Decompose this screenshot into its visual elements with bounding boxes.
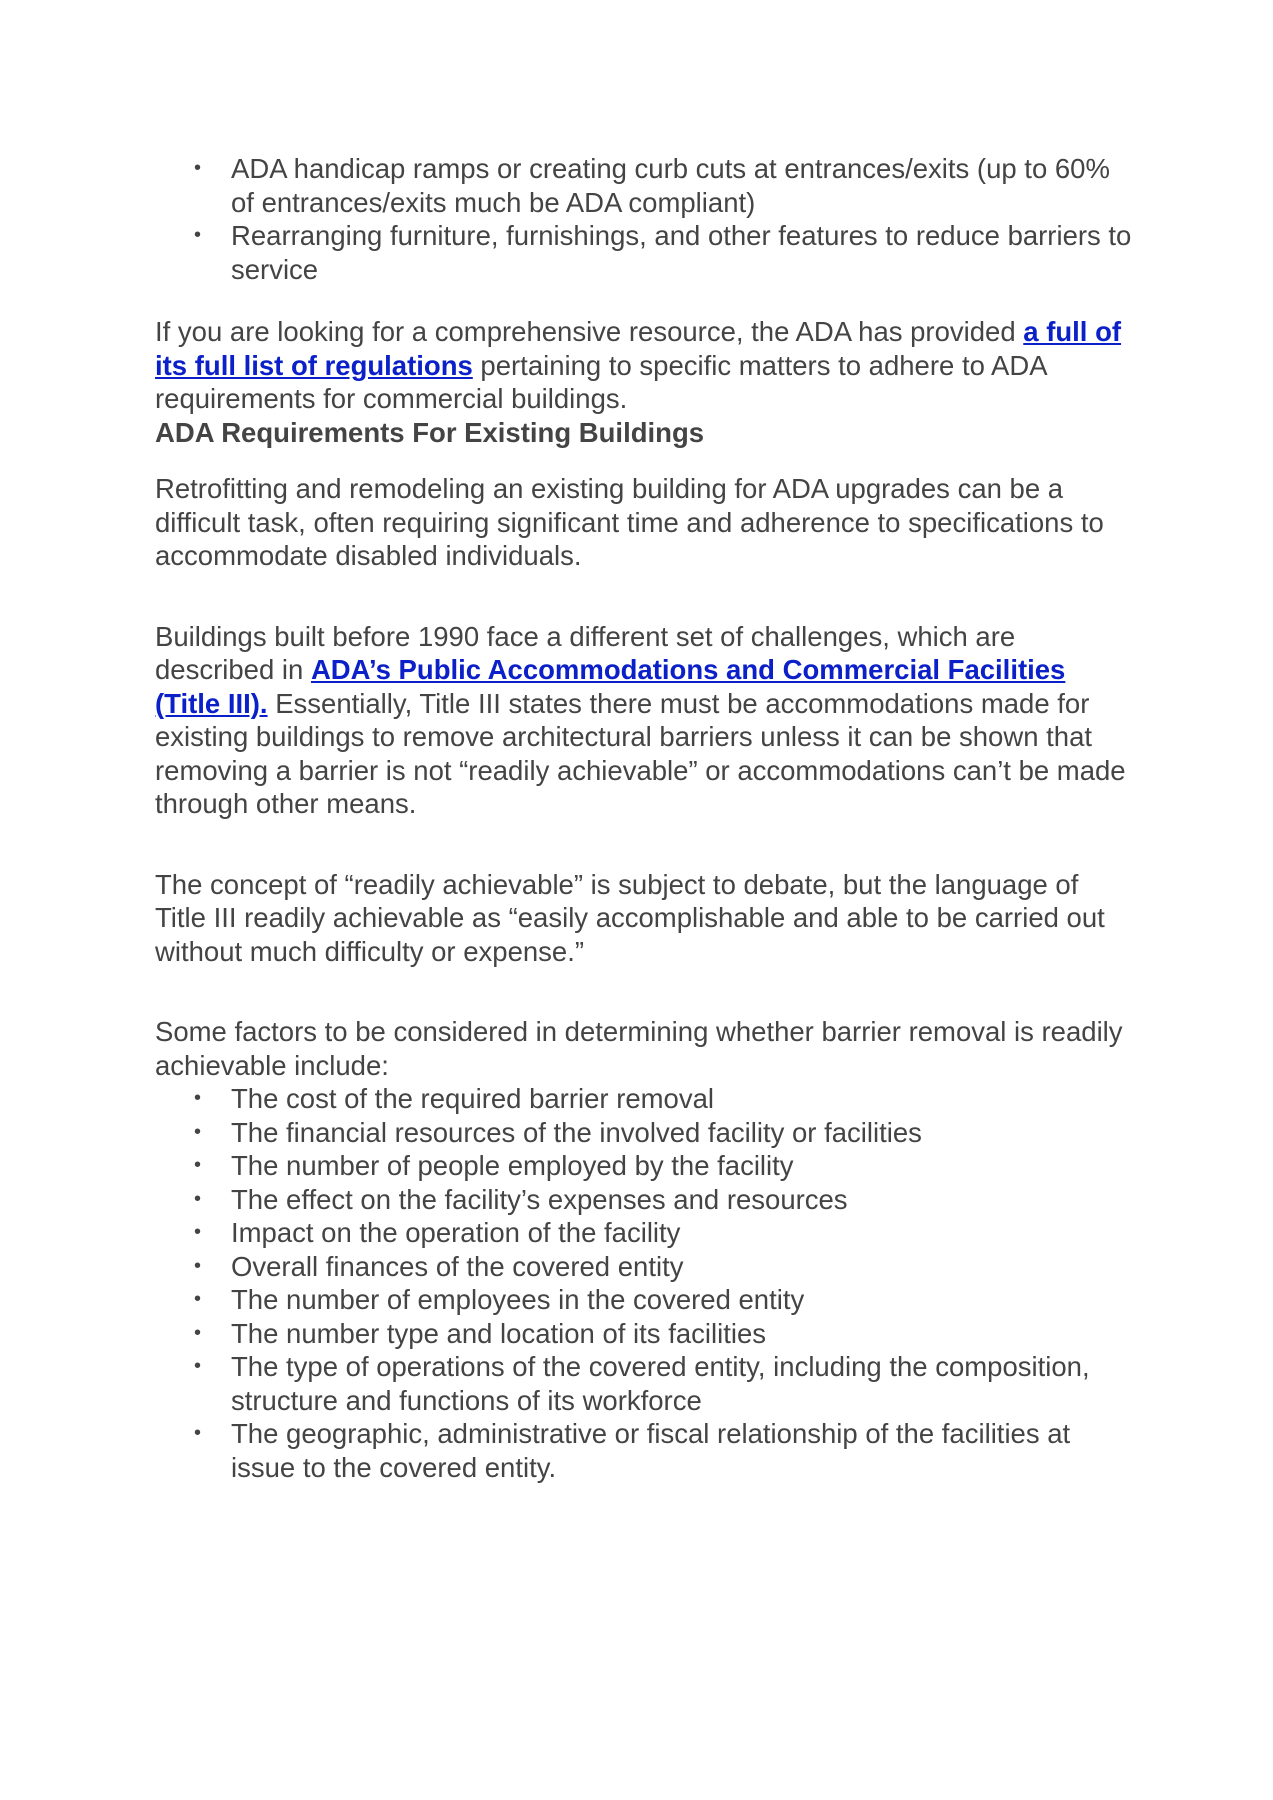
list-item: • The number type and location of its facilities <box>231 1317 1135 1351</box>
list-item: • Overall finances of the covered entity <box>231 1250 1135 1284</box>
list-item: • The number of employees in the covered entity <box>231 1283 1135 1317</box>
regulations-link[interactable]: a full of its full list of regulations <box>155 316 1122 381</box>
list-item: • The number of people employed by the facility <box>231 1149 1135 1183</box>
paragraph-text: pertaining to specific matters to adhere to ADA requirements for commercial buildings. <box>155 349 1047 414</box>
list-item: • The geographic, administrative or fiscal relationship of the facilities at issue to the covered entity. <box>231 1417 1135 1484</box>
section-heading: ADA Requirements For Existing Buildings <box>155 416 705 448</box>
factors-bullet-list <box>155 1082 1135 1484</box>
paragraph-text: If you are looking for a comprehensive resource, the ADA has provided <box>155 316 1024 347</box>
list-item: • ADA handicap ramps or creating curb cuts at entrances/exits (up to 60% of entrances/exits much be ADA compliant) <box>231 152 1135 219</box>
document-page <box>155 152 1135 1484</box>
top-bullet-list <box>155 152 1135 286</box>
paragraph-text: Buildings built before 1990 face a different set of challenges, which are described in <box>155 620 1016 685</box>
resource-paragraph <box>155 315 1135 416</box>
readily-achievable-paragraph: The concept of “readily achievable” is subject to debate, but the language of Title III readily achievable as “easily accomplishable and able to be carried out without much difficulty or expense.” <box>155 868 1105 967</box>
retrofit-paragraph: Retrofitting and remodeling an existing building for ADA upgrades can be a difficult task, often requiring significant time and adherence to specifications to accommodate disabled individuals. <box>155 473 1104 571</box>
factors-intro-paragraph: Some factors to be considered in determining whether barrier removal is readily achievable include: <box>155 1016 1123 1081</box>
list-item: • The effect on the facility’s expenses and resources <box>231 1183 1135 1217</box>
list-item: • The cost of the required barrier removal <box>231 1082 1135 1116</box>
title-iii-link[interactable]: ADA’s Public Accommodations and Commercial Facilities (Title III). <box>155 654 1066 719</box>
list-item: • Rearranging furniture, furnishings, and other features to reduce barriers to service <box>231 219 1135 286</box>
list-item: • The financial resources of the involved facility or facilities <box>231 1116 1135 1150</box>
pre-1990-paragraph <box>155 620 1135 821</box>
list-item: • The type of operations of the covered entity, including the composition, structure and functions of its workforce <box>231 1350 1135 1417</box>
paragraph-text: Essentially, Title III states there must be accommodations made for existing buildings to remove architectural barriers unless it can be shown that removing a barrier is not “readily achievable” or accommodations can’t be made through other means. <box>155 687 1126 819</box>
list-item: • Impact on the operation of the facility <box>231 1216 1135 1250</box>
